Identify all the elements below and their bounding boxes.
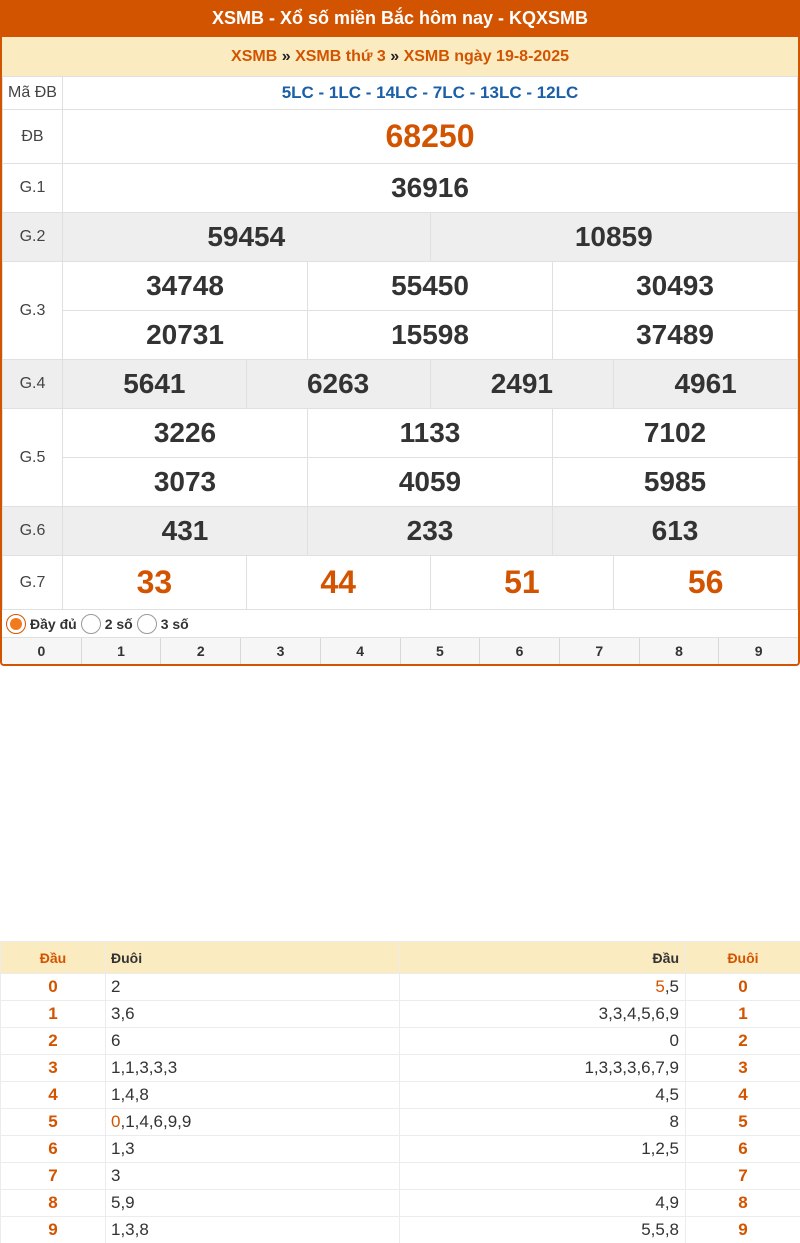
header-duoi: Đuôi xyxy=(106,942,400,974)
loto-duoi-rev: 4 xyxy=(686,1082,800,1109)
g3-row xyxy=(3,311,798,360)
loto-duoi: 2 xyxy=(106,974,400,1001)
g3-value: 30493 xyxy=(553,262,798,311)
g7-row xyxy=(3,556,798,610)
option-2-digits[interactable] xyxy=(81,614,133,634)
g3-value: 15598 xyxy=(308,311,553,360)
loto-header-row xyxy=(1,942,800,974)
results-table xyxy=(2,76,798,610)
g5-label: G.5 xyxy=(3,409,63,507)
loto-dau: 3 xyxy=(1,1055,106,1082)
loto-dau-rev: 5,5 xyxy=(400,974,686,1001)
option-2-digits-label: 2 số xyxy=(104,615,133,632)
g2-value: 10859 xyxy=(430,213,798,262)
g4-value: 5641 xyxy=(63,360,247,409)
loto-duoi: 3 xyxy=(106,1163,400,1190)
g5-value: 5985 xyxy=(553,458,798,507)
breadcrumb-xsmb-date[interactable]: XSMB ngày 19-8-2025 xyxy=(403,48,569,65)
digit-filter-5[interactable]: 5 xyxy=(401,638,481,665)
g1-value: 36916 xyxy=(63,164,798,213)
loto-dau: 4 xyxy=(1,1082,106,1109)
table-row xyxy=(1,1082,800,1109)
g5-row xyxy=(3,409,798,458)
breadcrumb-xsmb[interactable]: XSMB xyxy=(231,48,278,65)
loto-duoi: 1,1,3,3,3 xyxy=(106,1055,400,1082)
loto-duoi-rev: 6 xyxy=(686,1136,800,1163)
loto-dau: 7 xyxy=(1,1163,106,1190)
table-row xyxy=(1,1109,800,1136)
display-options xyxy=(2,610,798,638)
loto-dau-rev: 0 xyxy=(400,1028,686,1055)
breadcrumb-separator: » xyxy=(390,48,400,65)
loto-dau-rev: 5,5,8 xyxy=(400,1217,686,1243)
g3-value: 37489 xyxy=(553,311,798,360)
loto-duoi: 5,9 xyxy=(106,1190,400,1217)
g4-value: 6263 xyxy=(246,360,430,409)
g4-value: 2491 xyxy=(430,360,614,409)
breadcrumb xyxy=(2,37,798,76)
header-duoi-rev: Đuôi xyxy=(686,942,800,974)
g2-row xyxy=(3,213,798,262)
loto-duoi-rev: 5 xyxy=(686,1109,800,1136)
digit-filter-1[interactable]: 1 xyxy=(82,638,162,665)
loto-duoi-rev: 9 xyxy=(686,1217,800,1243)
loto-table xyxy=(0,941,800,1243)
g4-label: G.4 xyxy=(3,360,63,409)
loto-dau-rev: 1,2,5 xyxy=(400,1136,686,1163)
radio-icon[interactable] xyxy=(137,614,157,634)
g3-value: 20731 xyxy=(63,311,308,360)
g5-row xyxy=(3,458,798,507)
highlight-digit: 5 xyxy=(655,977,665,996)
option-full-label: Đầy đủ xyxy=(30,615,77,632)
radio-icon[interactable] xyxy=(81,614,101,634)
loto-duoi: 6 xyxy=(106,1028,400,1055)
g7-value: 44 xyxy=(246,556,430,610)
g1-row xyxy=(3,164,798,213)
table-row xyxy=(1,1190,800,1217)
table-row xyxy=(1,1001,800,1028)
loto-dau: 8 xyxy=(1,1190,106,1217)
ma-db-label: Mã ĐB xyxy=(3,77,63,110)
table-row xyxy=(1,1055,800,1082)
g4-value: 4961 xyxy=(614,360,798,409)
breadcrumb-separator: » xyxy=(281,48,291,65)
loto-dau: 9 xyxy=(1,1217,106,1243)
g1-label: G.1 xyxy=(3,164,63,213)
loto-body xyxy=(1,974,800,1243)
g5-value: 4059 xyxy=(308,458,553,507)
db-row xyxy=(3,110,798,164)
loto-dau-rev: 1,3,3,3,6,7,9 xyxy=(400,1055,686,1082)
loto-duoi-rev: 1 xyxy=(686,1001,800,1028)
digit-filter-6[interactable]: 6 xyxy=(480,638,560,665)
loto-duoi-rev: 0 xyxy=(686,974,800,1001)
digit-filter-3[interactable]: 3 xyxy=(241,638,321,665)
loto-dau: 6 xyxy=(1,1136,106,1163)
g3-value: 55450 xyxy=(308,262,553,311)
loto-dau: 5 xyxy=(1,1109,106,1136)
ma-db-value: 5LC - 1LC - 14LC - 7LC - 13LC - 12LC xyxy=(63,77,798,110)
db-value: 68250 xyxy=(63,110,798,164)
breadcrumb-xsmb-weekday[interactable]: XSMB thứ 3 xyxy=(295,48,386,65)
g7-label: G.7 xyxy=(3,556,63,610)
loto-duoi-rev: 7 xyxy=(686,1163,800,1190)
g6-value: 431 xyxy=(63,507,308,556)
loto-dau-rev: 4,9 xyxy=(400,1190,686,1217)
loto-duoi-rev: 2 xyxy=(686,1028,800,1055)
digit-filter-4[interactable]: 4 xyxy=(321,638,401,665)
loto-duoi-rev: 3 xyxy=(686,1055,800,1082)
option-full[interactable] xyxy=(6,614,77,634)
g3-label: G.3 xyxy=(3,262,63,360)
g5-value: 3226 xyxy=(63,409,308,458)
table-row xyxy=(1,1028,800,1055)
loto-duoi: 1,3 xyxy=(106,1136,400,1163)
loto-dau: 2 xyxy=(1,1028,106,1055)
page-title: XSMB - Xổ số miền Bắc hôm nay - KQXSMB xyxy=(0,0,800,37)
g6-label: G.6 xyxy=(3,507,63,556)
header-dau-rev: Đầu xyxy=(400,942,686,974)
g7-value: 51 xyxy=(430,556,614,610)
table-row xyxy=(1,1217,800,1243)
digit-filter xyxy=(2,638,798,665)
g2-value: 59454 xyxy=(63,213,431,262)
g5-value: 7102 xyxy=(553,409,798,458)
table-row xyxy=(1,1163,800,1190)
g5-value: 3073 xyxy=(63,458,308,507)
loto-dau-rev: 4,5 xyxy=(400,1082,686,1109)
g7-value: 33 xyxy=(63,556,247,610)
loto-duoi: 0,1,4,6,9,9 xyxy=(106,1109,400,1136)
g6-value: 233 xyxy=(308,507,553,556)
header-dau: Đầu xyxy=(1,942,106,974)
loto-dau-rev: 3,3,4,5,6,9 xyxy=(400,1001,686,1028)
g3-value: 34748 xyxy=(63,262,308,311)
g6-value: 613 xyxy=(553,507,798,556)
db-label: ĐB xyxy=(3,110,63,164)
loto-dau-rev: 8 xyxy=(400,1109,686,1136)
digit-filter-0[interactable]: 0 xyxy=(2,638,82,665)
loto-dau: 0 xyxy=(1,974,106,1001)
loto-dau-rev xyxy=(400,1163,686,1190)
digit-filter-8[interactable]: 8 xyxy=(640,638,720,665)
loto-duoi: 1,3,8 xyxy=(106,1217,400,1243)
loto-duoi: 1,4,8 xyxy=(106,1082,400,1109)
ma-db-row xyxy=(3,77,798,110)
g4-row xyxy=(3,360,798,409)
radio-selected-icon[interactable] xyxy=(6,614,26,634)
g3-row xyxy=(3,262,798,311)
option-3-digits[interactable] xyxy=(137,614,189,634)
digit-filter-7[interactable]: 7 xyxy=(560,638,640,665)
digit-filter-2[interactable]: 2 xyxy=(161,638,241,665)
g2-label: G.2 xyxy=(3,213,63,262)
loto-duoi: 3,6 xyxy=(106,1001,400,1028)
highlight-digit: 0 xyxy=(111,1112,121,1131)
table-row xyxy=(1,1136,800,1163)
loto-dau: 1 xyxy=(1,1001,106,1028)
g6-row xyxy=(3,507,798,556)
digit-filter-9[interactable]: 9 xyxy=(754,643,763,659)
table-row xyxy=(1,974,800,1001)
loto-duoi-rev: 8 xyxy=(686,1190,800,1217)
g5-value: 1133 xyxy=(308,409,553,458)
option-3-digits-label: 3 số xyxy=(160,615,189,632)
g7-value: 56 xyxy=(614,556,798,610)
